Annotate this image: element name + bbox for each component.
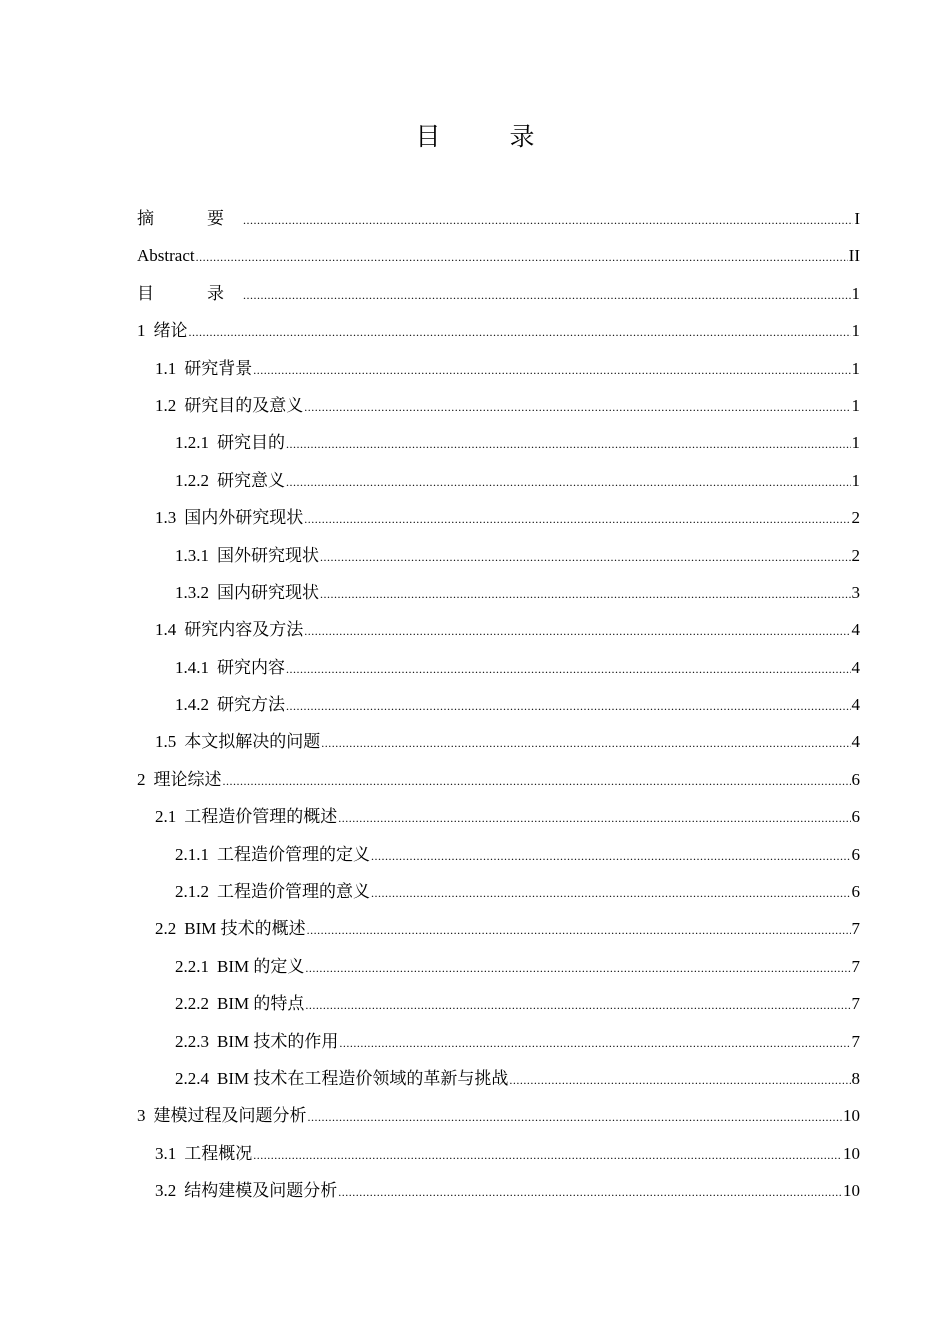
toc-page-number: 4	[851, 732, 860, 752]
toc-entry-text: 国内研究现状	[217, 582, 319, 602]
toc-entry-label	[175, 1023, 338, 1060]
toc-page-number: 1	[851, 433, 860, 453]
toc-entry-text: 绪论	[153, 321, 188, 341]
toc-entry-label	[155, 723, 320, 760]
toc-page-number: 3	[851, 582, 860, 602]
toc-page-number: 6	[851, 807, 860, 827]
toc-entry-number: 2.1.1	[175, 844, 209, 864]
toc-leader-dots	[305, 987, 850, 1024]
toc-page-number: 1	[851, 283, 860, 303]
toc-entry-number: 3	[137, 1106, 146, 1126]
toc-entry-number: 1	[137, 321, 146, 341]
toc-entry-text: 研究方法	[217, 695, 285, 715]
toc-entry-number: 2.1.2	[175, 882, 209, 902]
toc-page-number: 10	[843, 1106, 860, 1126]
toc-entry-number: 3.2	[155, 1181, 177, 1201]
toc-entry-text: 工程概况	[184, 1143, 253, 1163]
toc-page-number: 7	[851, 1031, 860, 1051]
toc-leader-dots	[286, 651, 851, 688]
toc-entry-number: 2	[137, 769, 146, 789]
toc-entry-text: 工程造价管理的定义	[217, 844, 370, 864]
toc-leader-dots	[196, 239, 848, 276]
toc-page-number: 4	[851, 657, 860, 677]
toc-entry-number: 1.1	[155, 358, 177, 378]
toc-leader-dots	[307, 912, 851, 949]
toc-entry-text: 研究内容	[217, 657, 285, 677]
toc-leader-dots	[253, 1137, 842, 1174]
toc-leader-dots	[320, 539, 851, 576]
toc-leader-dots	[243, 202, 853, 239]
toc-entry-label	[155, 611, 303, 648]
toc-leader-dots	[286, 464, 851, 501]
toc-leader-dots	[243, 277, 851, 314]
toc-entry-number: 1.4	[155, 620, 177, 640]
toc-page-number: II	[848, 246, 860, 266]
toc-leader-dots	[253, 352, 850, 389]
toc-leader-dots	[320, 576, 851, 613]
toc-leader-dots	[338, 1174, 842, 1211]
toc-entry[interactable]	[137, 910, 860, 947]
toc-entry[interactable]	[137, 574, 860, 611]
toc-entry-text: 研究目的及意义	[184, 395, 304, 415]
toc-entry-number: 1.3.2	[175, 582, 209, 602]
toc-entry-text: 研究目的	[217, 433, 285, 453]
toc-entry-label	[155, 1172, 337, 1209]
toc-entry-text: 国内外研究现状	[184, 508, 304, 528]
toc-entry-text: 工程造价管理的意义	[217, 882, 370, 902]
page-title: 目 录	[415, 124, 557, 151]
toc-page-number: 1	[851, 470, 860, 490]
toc-leader-dots	[321, 725, 850, 762]
toc-leader-dots	[509, 1062, 850, 1099]
toc-entry-number: 1.5	[155, 732, 177, 752]
toc-entry[interactable]	[137, 1097, 860, 1134]
toc-leader-dots	[338, 800, 850, 837]
toc-entry-text: BIM 技术在工程造价领域的革新与挑战	[217, 1068, 509, 1088]
toc-entry-label	[155, 387, 303, 424]
toc-page-number: 7	[851, 919, 860, 939]
toc-leader-dots	[305, 950, 850, 987]
toc-entry-number: 1.4.2	[175, 695, 209, 715]
toc-entry-number: 1.2	[155, 395, 177, 415]
toc-entry-number: 3.1	[155, 1143, 177, 1163]
toc-leader-dots	[304, 501, 850, 538]
toc-entry-label	[137, 312, 188, 349]
toc-leader-dots	[304, 613, 850, 650]
toc-entry-text: Abstract	[137, 246, 195, 266]
toc-entry-number: 2.2.1	[175, 956, 209, 976]
toc-entry-label	[175, 686, 285, 723]
toc-entry-label	[175, 649, 285, 686]
toc-entry[interactable]	[137, 462, 860, 499]
toc-entry-label	[137, 237, 195, 274]
toc-entry[interactable]	[137, 312, 860, 349]
toc-entry[interactable]	[137, 761, 860, 798]
toc-entry-number: 1.4.1	[175, 657, 209, 677]
toc-page-number: 2	[851, 508, 860, 528]
toc-page-number: I	[854, 209, 860, 228]
toc-entry-text: 国外研究现状	[217, 545, 319, 565]
toc-page-number: 8	[851, 1068, 860, 1088]
toc-entry-text: BIM 技术的作用	[217, 1031, 339, 1051]
toc-entry[interactable]	[137, 611, 860, 648]
toc-entry[interactable]	[137, 649, 860, 686]
toc-entry-text: BIM 的特点	[217, 994, 305, 1014]
toc-page-number: 10	[843, 1143, 860, 1163]
toc-entry-label	[155, 910, 306, 947]
toc-entry[interactable]	[137, 1172, 860, 1209]
toc-entry-label	[137, 761, 222, 798]
toc-entry-label	[175, 537, 319, 574]
toc-entry-label	[155, 1135, 252, 1172]
toc-entry-number: 1.3.1	[175, 545, 209, 565]
toc-page-number: 6	[851, 769, 860, 789]
toc-entry-label	[175, 424, 285, 461]
toc-page-number: 2	[851, 545, 860, 565]
toc-entry-label	[137, 200, 242, 237]
toc-entry-label	[175, 873, 370, 910]
toc-entry-label	[175, 836, 370, 873]
toc-leader-dots	[308, 1099, 843, 1136]
toc-leader-dots	[223, 763, 851, 800]
toc-entry-text: 建模过程及问题分析	[153, 1106, 307, 1126]
toc-entry-number: 2.2.2	[175, 994, 209, 1014]
toc-entry-label	[175, 948, 304, 985]
toc-entry-label	[137, 275, 242, 312]
toc-leader-dots	[286, 688, 851, 725]
toc-entry-label	[155, 798, 337, 835]
toc-page-number: 10	[843, 1181, 860, 1201]
toc-entry-text: 研究背景	[184, 358, 253, 378]
toc-entry[interactable]	[137, 798, 860, 835]
toc-page-number: 1	[851, 321, 860, 341]
toc-entry-text: 目 录	[137, 283, 242, 303]
toc-page-number: 7	[851, 956, 860, 976]
toc-entry-label	[175, 985, 304, 1022]
toc-entry[interactable]	[137, 424, 860, 461]
toc-leader-dots	[339, 1025, 850, 1062]
toc-page-number: 7	[851, 994, 860, 1014]
toc-entry-number: 1.3	[155, 508, 177, 528]
toc-entry-number: 1.2.2	[175, 470, 209, 490]
toc-entry[interactable]	[137, 836, 860, 873]
toc-page-number: 6	[851, 844, 860, 864]
toc-entry[interactable]	[137, 387, 860, 424]
toc-entry[interactable]	[137, 948, 860, 985]
toc-entry-label	[155, 350, 252, 387]
toc-entry-text: 研究意义	[217, 470, 285, 490]
toc-entry-number: 2.2.4	[175, 1068, 209, 1088]
toc-entry-text: 理论综述	[153, 769, 222, 789]
toc-entry[interactable]	[137, 873, 860, 910]
toc-entry[interactable]	[137, 200, 860, 237]
toc-list	[137, 200, 860, 1210]
toc-entry-number: 2.1	[155, 807, 177, 827]
toc-entry-label	[155, 499, 303, 536]
toc-entry-text: 结构建模及问题分析	[184, 1181, 338, 1201]
toc-entry-label	[137, 1097, 307, 1134]
toc-entry-number: 2.2.3	[175, 1031, 209, 1051]
toc-entry-label	[175, 462, 285, 499]
toc-entry[interactable]	[137, 537, 860, 574]
toc-entry-text: BIM 技术的概述	[184, 919, 306, 939]
toc-entry-text: 本文拟解决的问题	[184, 732, 321, 752]
toc-page-number: 4	[851, 620, 860, 640]
toc-leader-dots	[371, 875, 851, 912]
toc-entry[interactable]	[137, 275, 860, 312]
toc-entry[interactable]	[137, 1135, 860, 1172]
toc-page-number: 1	[851, 358, 860, 378]
toc-entry[interactable]	[137, 723, 860, 760]
toc-entry[interactable]	[137, 1023, 860, 1060]
toc-entry-label	[175, 574, 319, 611]
toc-entry-text: 工程造价管理的概述	[184, 807, 338, 827]
toc-entry[interactable]	[137, 1060, 860, 1097]
toc-entry[interactable]	[137, 350, 860, 387]
toc-entry-number: 1.2.1	[175, 433, 209, 453]
toc-leader-dots	[189, 314, 851, 351]
toc-page-number: 1	[851, 395, 860, 415]
toc-entry-text: BIM 的定义	[217, 956, 305, 976]
toc-entry-text: 摘 要	[137, 209, 242, 228]
toc-entry[interactable]	[137, 237, 860, 274]
toc-entry[interactable]	[137, 686, 860, 723]
toc-entry-label	[175, 1060, 508, 1097]
toc-entry-number: 2.2	[155, 919, 177, 939]
toc-page-number: 6	[851, 882, 860, 902]
toc-entry-text: 研究内容及方法	[184, 620, 304, 640]
toc-entry[interactable]	[137, 985, 860, 1022]
toc-leader-dots	[371, 838, 851, 875]
toc-entry[interactable]	[137, 499, 860, 536]
toc-page-number: 4	[851, 695, 860, 715]
toc-leader-dots	[304, 389, 850, 426]
toc-leader-dots	[286, 426, 851, 463]
